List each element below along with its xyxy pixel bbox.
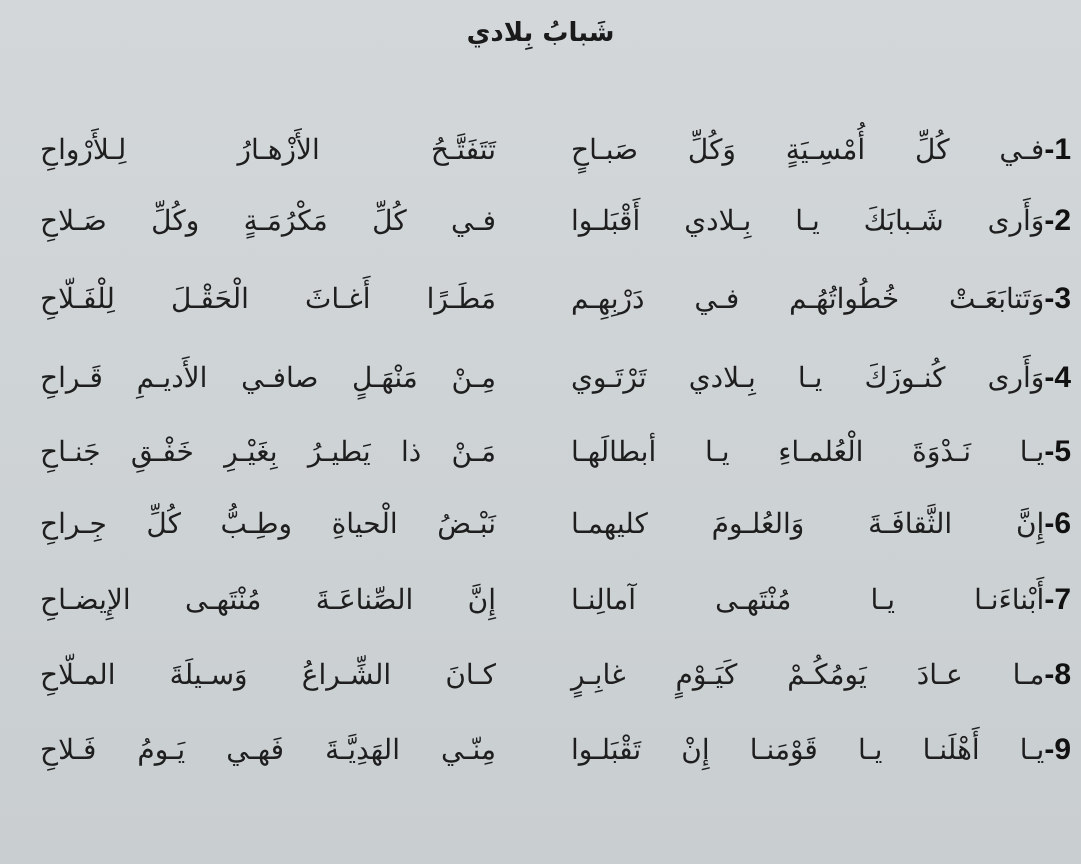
verse-4	[0, 356, 1081, 400]
verse-first-hemistich	[571, 356, 1071, 400]
verse-9	[0, 728, 1081, 772]
verse-5	[0, 430, 1081, 474]
verse-number: 3-	[1044, 282, 1071, 315]
verse-second-hemistich: إِنَّ الصِّناعَـةَ مُنْتَهـى الإِيضـاحِ	[40, 583, 496, 616]
verse-first-hemistich	[571, 728, 1071, 772]
verse-first-hemistich	[571, 128, 1071, 172]
verse-first-text: وَتَتابَعَـتْ خُطُواتُهُـم فـي دَرْبِهِـم	[571, 282, 1045, 315]
verse-second-hemistich: مَطَـرًا أَغـاثَ الْحَقْـلَ لِلْفَـلّاحِ	[40, 282, 496, 315]
verse-first-text: يـا أَهْلَنـا يـا قَوْمَنـا إِنْ تَقْبَلـوا	[571, 733, 1045, 766]
verse-first-text: إِنَّ الثَّقافَـةَ وَالعُلـومَ كليهمـا	[571, 507, 1045, 540]
verse-number: 4-	[1044, 361, 1071, 394]
verse-number: 9-	[1044, 733, 1071, 766]
verse-second-hemistich: كـانَ الشِّـراعُ وَسـيلَةَ المـلّاحِ	[40, 658, 496, 691]
verse-first-hemistich	[571, 653, 1071, 697]
verse-3	[0, 277, 1081, 321]
verse-first-hemistich	[571, 502, 1071, 546]
verse-second-hemistich: تَتَفَتَّـحُ الأَزْهـارُ لِـلأَرْواحِ	[40, 133, 496, 166]
verse-first-hemistich	[571, 430, 1071, 474]
verse-number: 5-	[1044, 435, 1071, 468]
verse-7	[0, 578, 1081, 622]
verse-first-text: وَأَرى شَـبابَكَ يـا بِـلادي أَقْبَلـوا	[571, 204, 1045, 237]
verse-second-hemistich: نَبْـضُ الْحياةِ وطِـبُّ كُلِّ جِـراحِ	[40, 507, 496, 540]
verse-number: 6-	[1044, 507, 1071, 540]
verse-first-text: وَأَرى كُنـوزَكَ يـا بِـلادي تَرْتَـوي	[571, 361, 1045, 394]
verse-first-text: يـا نَـدْوَةَ الْعُلمـاءِ يـا أبطالَهـا	[571, 435, 1045, 468]
verse-2	[0, 199, 1081, 243]
verse-first-text: مـا عـادَ يَومُكُـمْ كَيَـوْمٍ غابِـرٍ	[571, 658, 1045, 691]
verse-number: 1-	[1044, 133, 1071, 166]
verse-first-text: أَبْناءَنـا يـا مُنْتَهـى آمالِنـا	[571, 583, 1045, 616]
verse-second-hemistich: مَـنْ ذا يَطيـرُ بِغَيْـرِ خَفْـقِ جَنـاحِ	[40, 435, 496, 468]
verse-first-hemistich	[571, 277, 1071, 321]
verse-1	[0, 128, 1081, 172]
verse-number: 2-	[1044, 204, 1071, 237]
verse-number: 8-	[1044, 658, 1071, 691]
verse-8	[0, 653, 1081, 697]
verse-second-hemistich: مِـنْ مَنْهَـلٍ صافـي الأَديـمِ قَـراحِ	[40, 361, 496, 394]
poem-title: شَبابُ بِلادي	[466, 18, 615, 48]
verse-first-text: فـي كُلِّ أُمْسِـيَةٍ وَكُلِّ صَبـاحٍ	[571, 133, 1045, 166]
verse-first-hemistich	[571, 578, 1071, 622]
verse-number: 7-	[1044, 583, 1071, 616]
verse-first-hemistich	[571, 199, 1071, 243]
verse-second-hemistich: مِنّـي الهَدِيَّـةَ فَهـي يَـومُ فَـلاحِ	[40, 733, 496, 766]
verse-second-hemistich: فـي كُلِّ مَكْرُمَـةٍ وكُلِّ صَـلاحِ	[40, 204, 496, 237]
verse-6	[0, 502, 1081, 546]
